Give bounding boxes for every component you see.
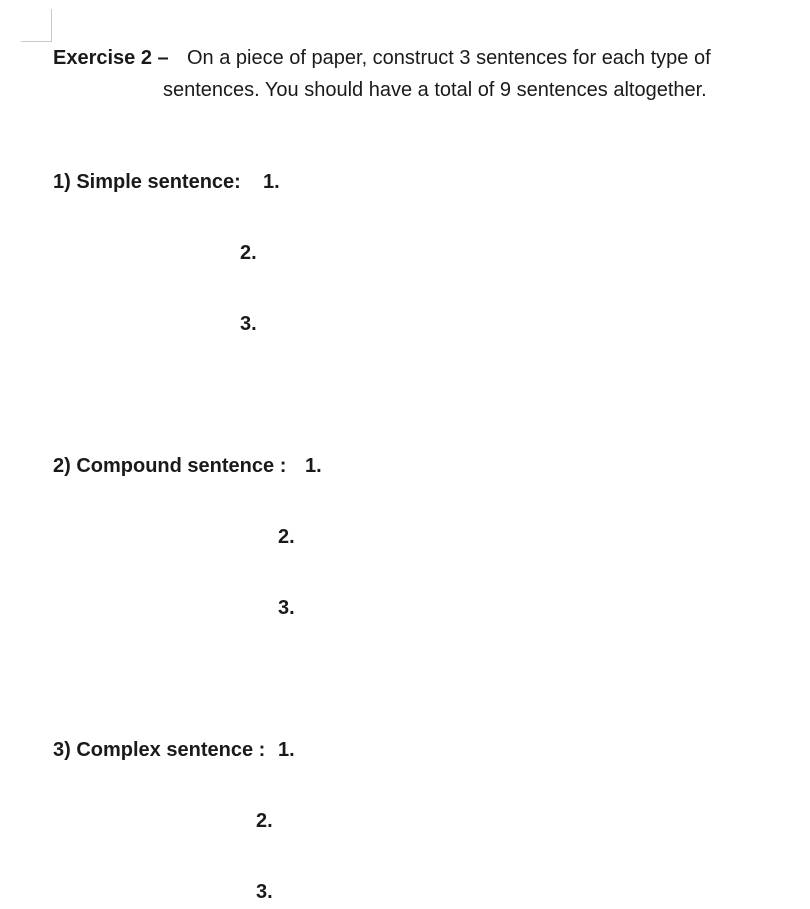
simple-item-1-number: 1. xyxy=(263,171,280,193)
exercise-instruction-line-2: sentences. You should have a total of 9 sentences altogether. xyxy=(163,79,707,101)
simple-item-2-number: 2. xyxy=(240,242,257,264)
simple-item-3-number: 3. xyxy=(240,313,257,335)
section-simple-title: 1) Simple sentence: xyxy=(53,171,241,193)
complex-item-3-number: 3. xyxy=(256,881,273,903)
page-corner-mark xyxy=(21,9,52,42)
section-complex-title: 3) Complex sentence : xyxy=(53,739,266,761)
compound-item-1-number: 1. xyxy=(305,455,322,477)
compound-item-2-number: 2. xyxy=(278,526,295,548)
compound-item-3-number: 3. xyxy=(278,597,295,619)
complex-item-2-number: 2. xyxy=(256,810,273,832)
section-compound-title: 2) Compound sentence : xyxy=(53,455,287,477)
exercise-instruction-line-1: On a piece of paper, construct 3 sentences for each type of xyxy=(187,47,711,69)
exercise-label: Exercise 2 – xyxy=(53,47,169,69)
complex-item-1-number: 1. xyxy=(278,739,295,761)
